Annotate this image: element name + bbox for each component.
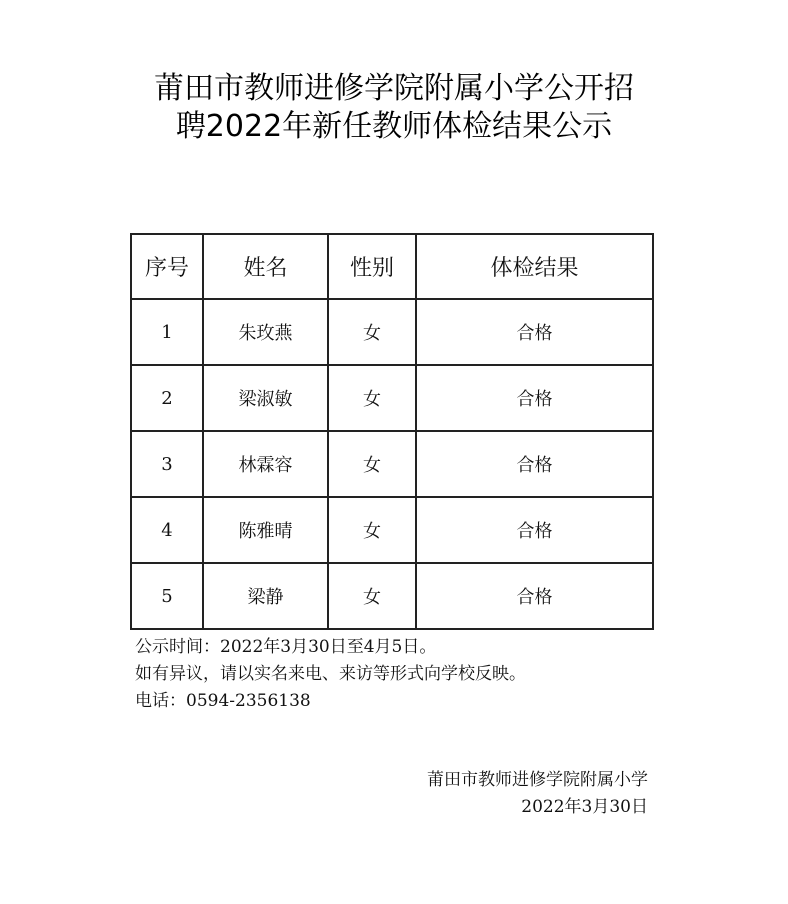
- cell-gender: 女: [328, 365, 416, 431]
- cell-number: 3: [131, 431, 203, 497]
- cell-name: 梁淑敏: [203, 365, 328, 431]
- cell-result: 合格: [416, 299, 653, 365]
- header-result: 体检结果: [416, 234, 653, 299]
- objection-notice: 如有异议，请以实名来电、来访等形式向学校反映。: [135, 664, 526, 684]
- cell-number: 2: [131, 365, 203, 431]
- cell-gender: 女: [328, 299, 416, 365]
- cell-gender: 女: [328, 497, 416, 563]
- cell-result: 合格: [416, 431, 653, 497]
- cell-number: 5: [131, 563, 203, 629]
- contact-phone: 电话：0594-2356138: [135, 691, 311, 711]
- health-check-results-table: [130, 233, 654, 630]
- table-row: [131, 431, 653, 497]
- cell-result: 合格: [416, 563, 653, 629]
- cell-result: 合格: [416, 365, 653, 431]
- header-number: 序号: [131, 234, 203, 299]
- cell-number: 4: [131, 497, 203, 563]
- issuing-organization: 莆田市教师进修学院附属小学: [427, 770, 648, 790]
- table-row: [131, 497, 653, 563]
- cell-name: 林霖容: [203, 431, 328, 497]
- cell-name: 朱玫燕: [203, 299, 328, 365]
- table-row: [131, 563, 653, 629]
- page-title-line-2: 聘2022年新任教师体检结果公示: [175, 109, 613, 144]
- page-title-line-1: 莆田市教师进修学院附属小学公开招: [154, 71, 634, 106]
- header-gender: 性别: [328, 234, 416, 299]
- issue-date: 2022年3月30日: [521, 797, 648, 817]
- cell-name: 陈雅晴: [203, 497, 328, 563]
- header-name: 姓名: [203, 234, 328, 299]
- table-row: [131, 299, 653, 365]
- table-header-row: [131, 234, 653, 299]
- table-row: [131, 365, 653, 431]
- cell-gender: 女: [328, 563, 416, 629]
- cell-name: 梁静: [203, 563, 328, 629]
- notice-period: 公示时间：2022年3月30日至4月5日。: [135, 637, 437, 657]
- cell-result: 合格: [416, 497, 653, 563]
- cell-number: 1: [131, 299, 203, 365]
- cell-gender: 女: [328, 431, 416, 497]
